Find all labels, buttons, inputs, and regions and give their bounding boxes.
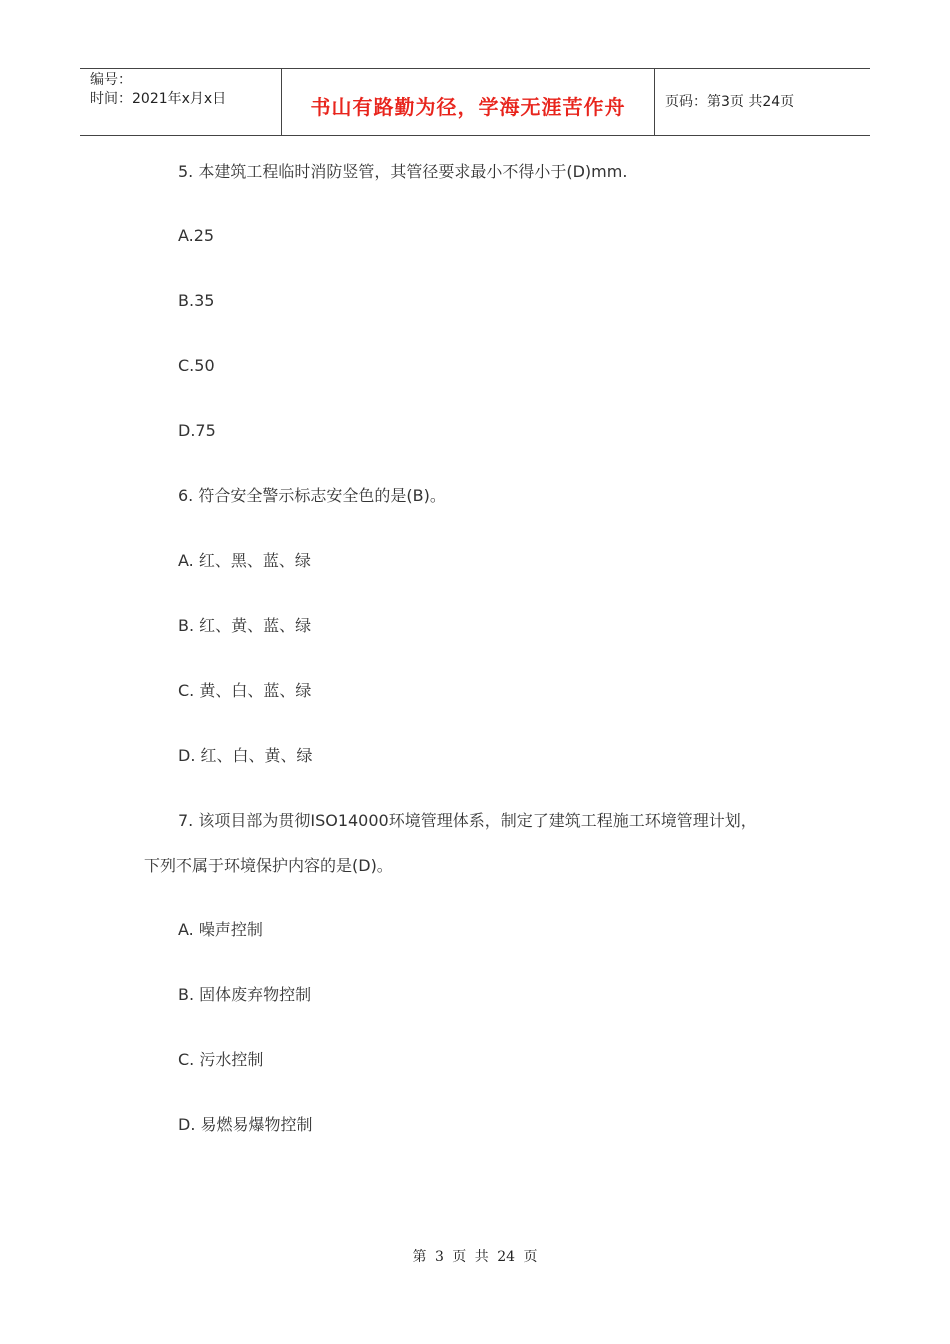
question-7-stem: 7. 该项目部为贯彻ISO14000环境管理体系，制定了建筑工程施工环境管理计划，	[178, 811, 757, 830]
question-5-option-d: D.75	[178, 421, 216, 440]
question-7-stem-continued: 下列不属于环境保护内容的是(D)。	[144, 856, 393, 875]
question-5-option-b: B.35	[178, 291, 215, 310]
question-7-option-b: B. 固体废弃物控制	[178, 985, 312, 1004]
question-6-stem: 6. 符合安全警示标志安全色的是(B)。	[178, 486, 446, 505]
page-footer: 第 3 页 共 24 页	[412, 1249, 538, 1265]
header-page-number: 页码：第3页 共24页	[665, 94, 795, 110]
question-6-option-d: D. 红、白、黄、绿	[178, 746, 313, 765]
serial-number-label: 编号：	[90, 72, 132, 88]
question-5-stem: 5. 本建筑工程临时消防竖管，其管径要求最小不得小于(D)mm.	[178, 162, 628, 181]
date-label: 时间：2021年x月x日	[90, 91, 227, 107]
question-7-option-a: A. 噪声控制	[178, 920, 263, 939]
question-6-option-b: B. 红、黄、蓝、绿	[178, 616, 312, 635]
question-7-option-c: C. 污水控制	[178, 1050, 264, 1069]
question-7-option-d: D. 易燃易爆物控制	[178, 1115, 313, 1134]
header-motto-cell	[281, 69, 655, 135]
question-6-option-a: A. 红、黑、蓝、绿	[178, 551, 311, 570]
header-meta	[80, 69, 281, 135]
question-5-option-c: C.50	[178, 356, 215, 375]
question-5-option-a: A.25	[178, 226, 215, 245]
motto: 书山有路勤为径，学海无涯苦作舟	[310, 95, 626, 119]
question-6-option-c: C. 黄、白、蓝、绿	[178, 681, 312, 700]
page-header	[80, 68, 870, 136]
